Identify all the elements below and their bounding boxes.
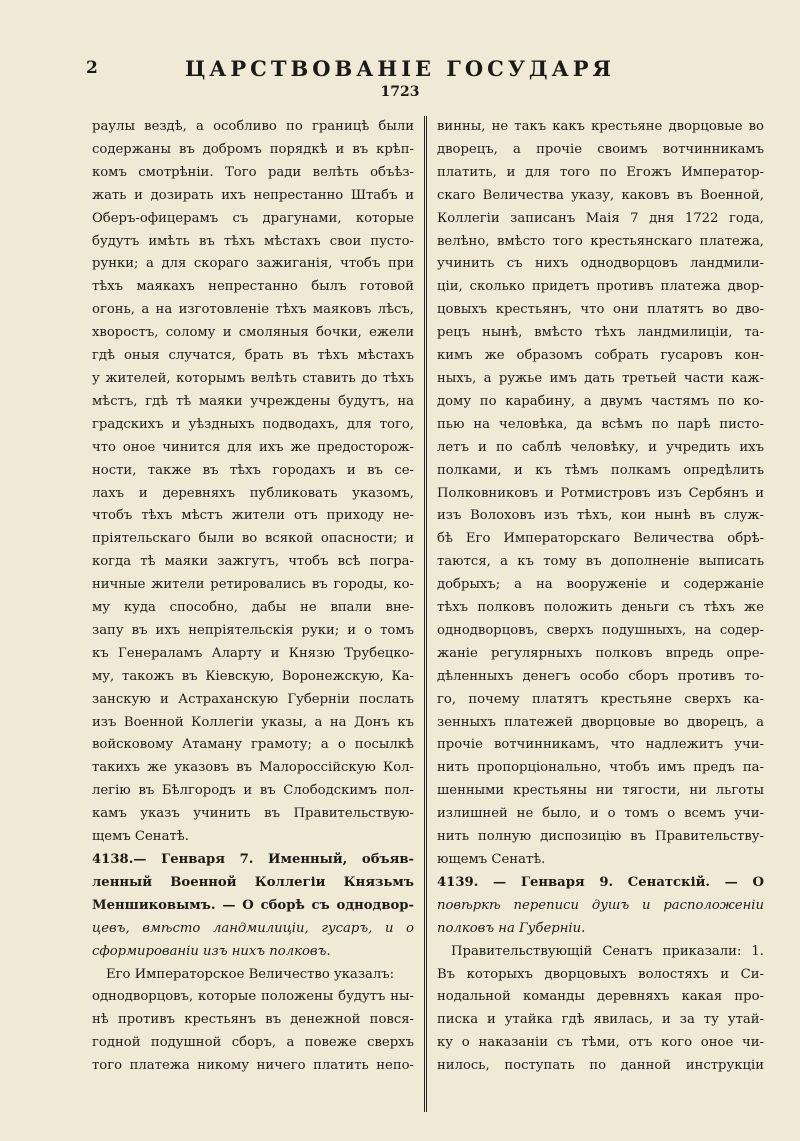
text-line: дѣленныхъ денегъ особо сборъ противъ то- <box>437 668 764 684</box>
text-line: Коллегіи записанъ Маія 7 дня 1722 года, <box>437 210 764 226</box>
text-line: пріятельскаго были во всякой опасности; и <box>92 531 414 547</box>
text-line: му, такожъ въ Кіевскую, Воронежскую, Ка- <box>92 668 414 684</box>
text-line: раулы вездѣ, а особливо по границѣ были <box>92 119 414 134</box>
text-line: запу въ ихъ непріятельскія руки; и о томъ <box>92 622 414 638</box>
text-line: легію въ Бѣлгородъ и въ Слободскимъ пол- <box>92 783 414 799</box>
text-line: такихъ же указовъ въ Малороссійскую Кол- <box>92 760 414 776</box>
text-line: когда тѣ маяки зажгутъ, чтобъ всѣ погра- <box>92 554 414 570</box>
text-line: изъ Волоховъ изъ тѣхъ, кои нынѣ въ служ- <box>437 508 764 524</box>
text-line: лахъ и деревняхъ публиковать указомъ, <box>92 485 414 501</box>
text-line: того платежа никому ничего платить непо- <box>92 1058 414 1074</box>
text-line: ціи, сколько придетъ противъ платежа двор- <box>437 279 764 295</box>
text-line: винны, не такъ какъ крестьяне дворцовые во <box>437 119 764 134</box>
text-line: 4139. — Генваря 9. Сенатскій. — О <box>437 874 764 890</box>
text-line: бѣ Его Императорскаго Величества обрѣ- <box>437 531 764 547</box>
text-line: ленный Военной Коллегіи Князьмъ <box>92 874 414 890</box>
text-line: сформированіи изъ нихъ полковъ. <box>92 943 331 959</box>
text-line: годной подушной сборъ, а повеже сверхъ <box>92 1035 414 1051</box>
text-line: будутъ имѣть въ тѣхъ мѣстахъ свои пусто- <box>92 233 414 249</box>
text-line: платить, и для того по Егожъ Император- <box>437 164 764 180</box>
text-line: ющемъ Сенатѣ. <box>437 852 546 867</box>
text-line: чтобъ тѣхъ мѣстъ жители отъ приходу не- <box>92 508 414 524</box>
text-line: дому по карабину, а двумъ частямъ по ко- <box>437 393 764 409</box>
text-line: рецъ нынѣ, вмѣсто тѣхъ ландмилиціи, та- <box>437 325 764 341</box>
text-line: кимъ же образомъ собрать гусаровъ кон- <box>437 348 764 364</box>
text-line: пью на человѣка, да всѣмъ по парѣ писто- <box>437 416 764 432</box>
text-line: учинить съ нихъ однодворцовъ ландмили- <box>437 256 764 272</box>
text-line: дворецъ, а прочіе своимъ вотчинникамъ <box>437 141 764 157</box>
text-line: му куда способно, дабы не впали вне- <box>92 600 414 616</box>
text-line: скаго Величества указу, каковъ въ Военной, <box>437 187 764 203</box>
text-line: жаніе регулярныхъ полковъ впредь опре- <box>437 645 764 661</box>
text-line: цовыхъ крестьянъ, что они платятъ во дво- <box>437 302 764 318</box>
text-line: добрыхъ; а на вооруженіе и содержаніе <box>437 577 764 593</box>
text-line: тѣхъ маякахъ непрестанно былъ готовой <box>92 279 414 295</box>
running-head: ЦАРСТВОВАНІЕ ГОСУДАРЯ <box>184 56 616 81</box>
text-line: рунки; а для скораго зажиганія, чтобъ при <box>92 256 414 272</box>
text-line: жать и дозирать ихъ непрестанно Штабъ и <box>92 187 414 203</box>
left-column <box>92 116 414 1078</box>
text-line: Оберъ-офицерамъ съ драгунами, которые <box>92 210 414 226</box>
text-line: однодворцовъ, сверхъ подушныхъ, на содер- <box>437 622 764 638</box>
text-line: комъ смотрѣніи. Того ради велѣть объѣз- <box>92 164 414 180</box>
text-line: хворостъ, солому и смоляныя бочки, ежели <box>92 325 414 341</box>
text-line: 4138.— Генваря 7. Именный, объяв- <box>92 852 414 867</box>
text-line: Меншиковымъ. — О сборѣ съ однодвор- <box>92 897 414 913</box>
text-line: нодальной команды деревняхъ какая про- <box>437 989 764 1005</box>
page-number: 2 <box>86 58 98 78</box>
text-line: занскую и Астраханскую Губерніи послать <box>92 691 414 707</box>
text-line: ности, также въ тѣхъ городахъ и въ се- <box>92 462 414 478</box>
text-line: летъ и по саблѣ человѣку, и учредить ихъ <box>437 439 764 455</box>
text-line: мѣстъ, гдѣ тѣ маяки учреждены будутъ, на <box>92 393 414 409</box>
text-line: тѣхъ полковъ положить деньги съ тѣхъ же <box>437 600 764 616</box>
year-heading: 1723 <box>380 84 420 100</box>
text-line: прочіе вотчинникамъ, что надлежитъ учи- <box>437 737 764 753</box>
text-line: щемъ Сенатѣ. <box>92 829 189 845</box>
column-divider <box>424 116 427 1112</box>
text-line: изъ Военной Коллегіи указы, а на Донъ къ <box>92 714 414 730</box>
text-line: ничные жители ретировались въ городы, ко- <box>92 577 414 593</box>
text-line: Его Императорское Величество указалъ: <box>106 966 395 982</box>
text-line: нить пропорціонально, чтобъ имъ предъ па- <box>437 760 764 776</box>
text-line: таются, а къ тому въ дополненіе выписать <box>437 554 764 570</box>
text-line: Въ которыхъ дворцовыхъ волостяхъ и Си- <box>437 966 764 982</box>
text-line: у жителей, которымъ велѣть ставить до тѣхъ <box>92 370 414 386</box>
text-line: нѣ противъ крестьянъ въ денежной повся- <box>92 1012 414 1028</box>
text-line: къ Генераламъ Аларту и Князю Трубецко- <box>92 645 414 661</box>
text-line: излишней не было, и о томъ о всемъ учи- <box>437 806 764 822</box>
text-line: камъ указъ учинить въ Правительствую- <box>92 806 414 822</box>
text-line: шенными крестьяны ни тягости, ни льготы <box>437 783 764 799</box>
text-line: однодворцовъ, которые положены будутъ ны- <box>92 989 414 1005</box>
text-line: что оное чинится для ихъ же предосторож- <box>92 439 414 455</box>
text-line: градскихъ и уѣздныхъ подводахъ, для того, <box>92 416 414 432</box>
text-line: нилось, поступать по данной инструкціи <box>437 1058 764 1074</box>
text-line: полками, и къ тѣмъ полкамъ опредѣлить <box>437 462 764 478</box>
right-column <box>437 116 764 1078</box>
text-line: Полковниковъ и Ротмистровъ изъ Сербянъ и <box>437 485 764 501</box>
text-line: полковъ на Губерніи. <box>437 920 586 936</box>
text-line: цевъ, вмѣсто ландмилиціи, гусаръ, и о <box>92 920 414 936</box>
text-line: содержаны въ добромъ порядкѣ и въ крѣп- <box>92 141 414 157</box>
text-line: огонь, а на изготовленіе тѣхъ маяковъ лѣсъ, <box>92 302 414 318</box>
text-line: велѣно, вмѣсто того крестьянскаго платежа, <box>437 233 764 249</box>
text-line: повѣркѣ переписи душъ и расположеніи <box>437 897 764 913</box>
text-line: гдѣ оныя случатся, брать въ тѣхъ мѣстахъ <box>92 348 414 364</box>
text-line: писка и утайка гдѣ явилась, и за ту утай- <box>437 1012 764 1028</box>
text-line: ку о наказаніи съ тѣми, отъ кого оное чи- <box>437 1035 764 1051</box>
text-line: Правительствующій Сенатъ приказали: 1. <box>451 943 764 959</box>
text-line: зенныхъ платежей дворцовые во дворецъ, а <box>437 714 764 730</box>
text-line: войсковому Атаману грамоту; а о посылкѣ <box>92 737 414 753</box>
text-line: го, почему платятъ крестьяне сверхъ ка- <box>437 691 764 707</box>
text-line: ныхъ, а ружье имъ дать третьей части каж- <box>437 370 764 386</box>
text-line: нить полную диспозицію въ Правительству- <box>437 829 764 845</box>
